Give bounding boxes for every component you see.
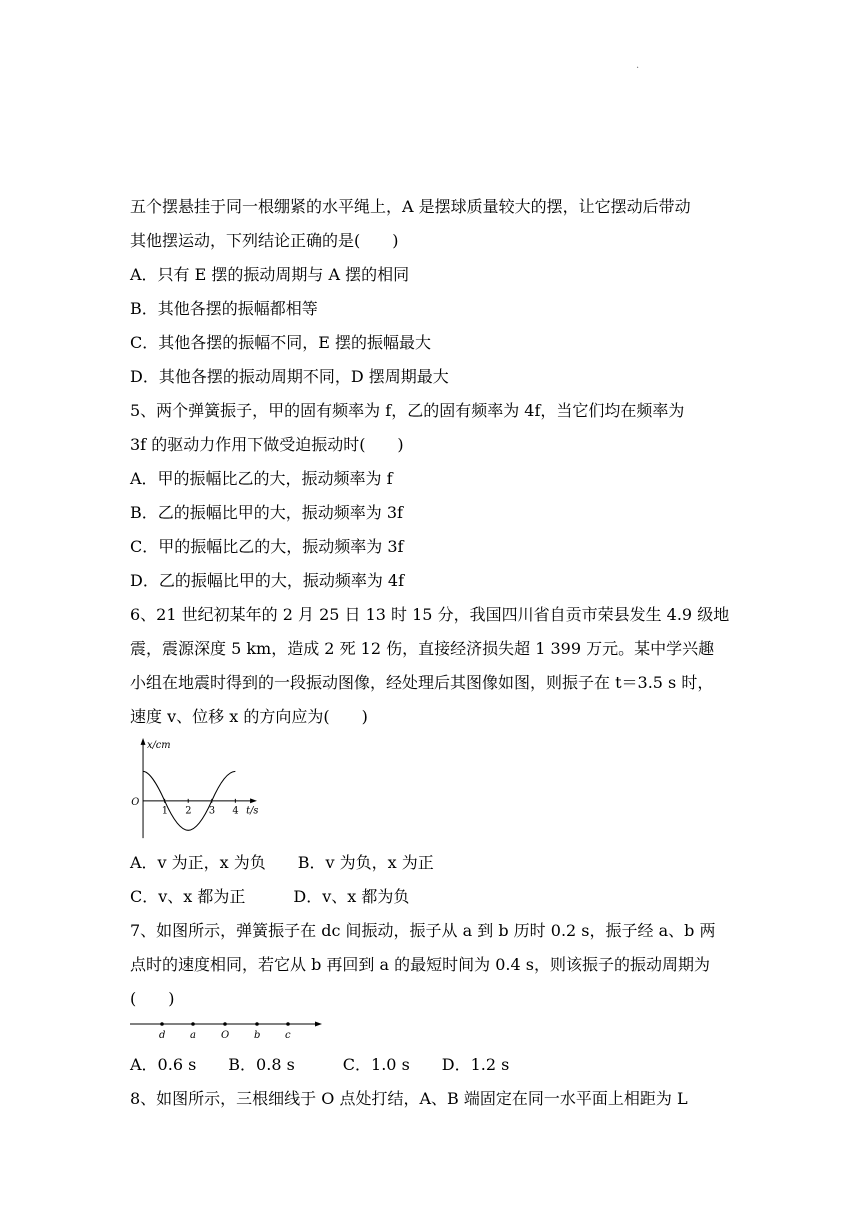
option-b: B．乙的振幅比甲的大，振动频率为 3f: [130, 503, 403, 522]
question-text-line: 小组在地震时得到的一段振动图像，经处理后其图像如图，则振子在 t＝3.5 s 时，: [130, 673, 714, 692]
tick-label: 3: [208, 805, 216, 817]
options-row-cd: C．v、x 都为正 D．v、x 都为负: [130, 887, 410, 906]
point-label-c: c: [285, 1030, 291, 1041]
question-text-line: 震，震源深度 5 km，造成 2 死 12 伤，直接经济损失超 1 399 万元。某中学兴趣: [130, 639, 715, 658]
number-line-arrow: [315, 1022, 322, 1027]
origin-label: O: [131, 796, 140, 808]
options-row: A．0.6 s B．0.8 s C．1.0 s D．1.2 s: [130, 1055, 510, 1074]
point-o: [223, 1022, 227, 1026]
option-a: A．只有 E 摆的振动周期与 A 摆的相同: [130, 265, 410, 284]
point-d: [160, 1022, 164, 1026]
point-a: [191, 1022, 195, 1026]
question-7: [130, 914, 740, 1082]
question-6: [130, 598, 740, 914]
point-label-o: O: [221, 1030, 230, 1041]
option-c: C．甲的振幅比乙的大，振动频率为 3f: [130, 537, 404, 556]
tick-label: 1: [161, 805, 168, 817]
question-text-line: 速度 v、位移 x 的方向应为( ): [130, 707, 368, 726]
document-page: [130, 190, 740, 1116]
question-text-line: 6、21 世纪初某年的 2 月 25 日 13 时 15 分，我国四川省自贡市荣县发生 4.9 级地: [130, 605, 730, 624]
point-label-d: d: [159, 1030, 166, 1041]
question-text-line: 5、两个弹簧振子，甲的固有频率为 f，乙的固有频率为 4f，当它们均在频率为: [130, 401, 685, 420]
question-text-line: 五个摆悬挂于同一根绷紧的水平绳上，A 是摆球质量较大的摆，让它摆动后带动: [130, 197, 691, 216]
y-axis-label: x/cm: [146, 739, 171, 751]
option-d: D．其他各摆的振动周期不同，D 摆周期最大: [130, 367, 449, 386]
tick-label: 4: [232, 805, 239, 817]
x-axis-arrow: [250, 798, 257, 803]
question-5: [130, 394, 740, 598]
point-c: [286, 1022, 290, 1026]
question-text-line: 7、如图所示，弹簧振子在 dc 间振动，振子从 a 到 b 历时 0.2 s，振子经 a、b 两: [130, 921, 716, 940]
question-text-line: 其他摆运动，下列结论正确的是( ): [130, 231, 399, 250]
question-text-line: 8、如图所示，三根细线于 O 点处打结，A、B 端固定在同一水平面上相距为 L: [130, 1089, 688, 1108]
question-8: [130, 1082, 740, 1116]
option-d: D．乙的振幅比甲的大，振动频率为 4f: [130, 571, 405, 590]
header-mark: .: [636, 60, 640, 71]
question-text-line: ( ): [130, 989, 175, 1008]
x-axis-label: t/s: [246, 805, 259, 817]
point-b: [255, 1022, 259, 1026]
options-row-ab: A．v 为正，x 为负 B．v 为负，x 为正: [130, 853, 434, 872]
option-b: B．其他各摆的振幅都相等: [130, 299, 318, 318]
question-text-line: 3f 的驱动力作用下做受迫振动时( ): [130, 435, 404, 454]
y-axis-arrow: [141, 738, 146, 745]
question-text-line: 点时的速度相同，若它从 b 再回到 a 的最短时间为 0.4 s，则该振子的振动周期为: [130, 955, 710, 974]
spring-oscillator-figure: [130, 1018, 330, 1042]
question-4: [130, 190, 740, 394]
tick-label: 2: [185, 805, 192, 817]
point-label-a: a: [190, 1030, 196, 1041]
option-a: A．甲的振幅比乙的大，振动频率为 f: [130, 469, 393, 488]
point-label-b: b: [254, 1030, 261, 1041]
vibration-graph-figure: [130, 736, 270, 846]
option-c: C．其他各摆的振幅不同，E 摆的振幅最大: [130, 333, 432, 352]
